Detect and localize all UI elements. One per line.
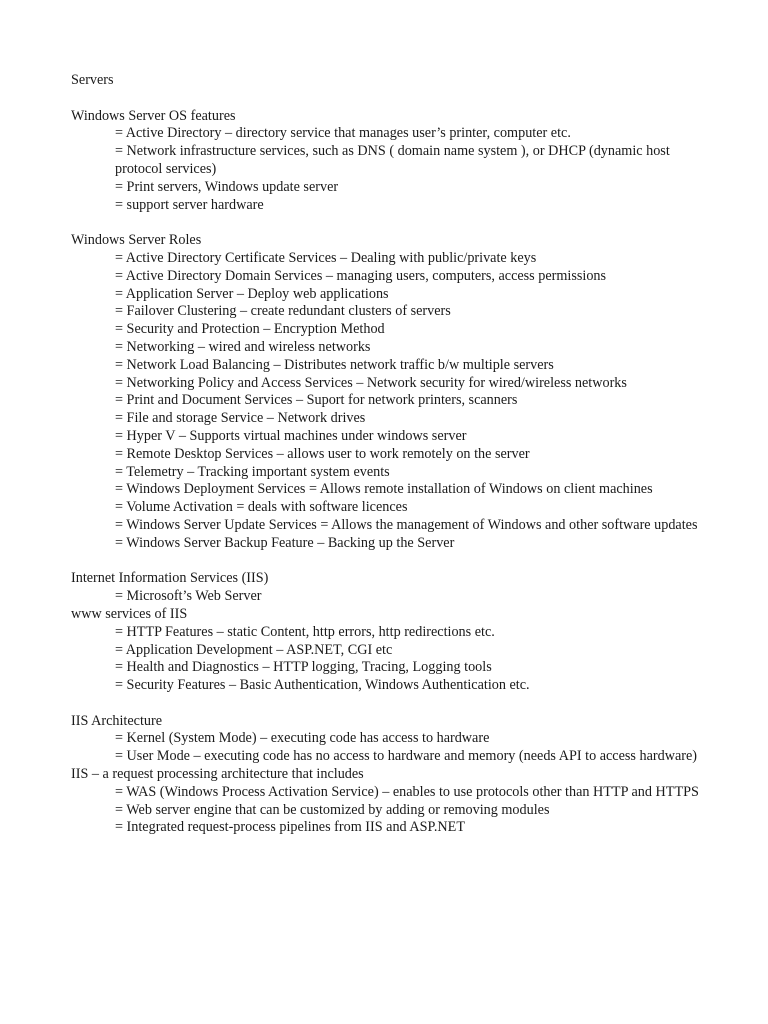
- section-iis: [71, 570, 701, 606]
- document-page: [71, 72, 701, 837]
- list-item: = Remote Desktop Services – allows user to work remotely on the server: [115, 445, 530, 462]
- list-item: = Security and Protection – Encryption Method: [115, 321, 385, 338]
- section-request-processing: [71, 766, 701, 837]
- list-item: = Active Directory – directory service that manages user’s printer, computer etc.: [115, 125, 571, 142]
- list-item: = Networking Policy and Access Services – Network security for wired/wireless networks: [115, 374, 627, 391]
- list-item: = Network infrastructure services, such as DNS ( domain name system ), or DHCP (dynamic host protocol services): [115, 143, 670, 177]
- section-heading: Windows Server Roles: [71, 232, 202, 249]
- spacer: [71, 214, 701, 232]
- list-item: = Application Development – ASP.NET, CGI etc: [115, 641, 393, 658]
- spacer: [71, 695, 701, 713]
- section-heading: Windows Server OS features: [71, 107, 236, 124]
- section-heading: IIS Architecture: [71, 712, 162, 729]
- list-item: = Kernel (System Mode) – executing code has access to hardware: [115, 730, 490, 747]
- section-heading: IIS – a request processing architecture that includes: [71, 766, 364, 783]
- list-item: = Network Load Balancing – Distributes network traffic b/w multiple servers: [115, 356, 554, 373]
- section-iis-architecture: [71, 713, 701, 766]
- list-item: = Microsoft’s Web Server: [115, 588, 262, 605]
- section-server-roles: [71, 232, 701, 552]
- list-item: = Web server engine that can be customized by adding or removing modules: [115, 801, 550, 818]
- list-item: = Print and Document Services – Suport for network printers, scanners: [115, 392, 518, 409]
- section-os-features: [71, 108, 701, 215]
- list-item: = Hyper V – Supports virtual machines under windows server: [115, 427, 467, 444]
- list-item: = Networking – wired and wireless networks: [115, 338, 371, 355]
- list-item: = Application Server – Deploy web applications: [115, 285, 389, 302]
- list-item: = Integrated request-process pipelines from IIS and ASP.NET: [115, 819, 465, 836]
- list-item: = File and storage Service – Network drives: [115, 410, 366, 427]
- list-item: = Failover Clustering – create redundant clusters of servers: [115, 303, 451, 320]
- list-item: = support server hardware: [115, 196, 264, 213]
- list-item: = Telemetry – Tracking important system events: [115, 463, 390, 480]
- list-item: = Security Features – Basic Authentication, Windows Authentication etc.: [115, 677, 530, 694]
- list-item: = User Mode – executing code has no access to hardware and memory (needs API to access hardware): [115, 748, 697, 765]
- list-item: = HTTP Features – static Content, http errors, http redirections etc.: [115, 623, 495, 640]
- list-item: = Print servers, Windows update server: [115, 178, 339, 195]
- section-www-services: [71, 606, 701, 695]
- spacer: [71, 90, 701, 108]
- doc-title: Servers: [71, 72, 114, 88]
- list-item: = Volume Activation = deals with software licences: [115, 499, 408, 516]
- list-item: = Windows Deployment Services = Allows remote installation of Windows on client machines: [115, 481, 653, 498]
- section-heading: www services of IIS: [71, 605, 188, 622]
- list-item: = WAS (Windows Process Activation Service) – enables to use protocols other than HTTP and HTTPS: [115, 783, 699, 800]
- list-item: = Active Directory Domain Services – managing users, computers, access permissions: [115, 267, 607, 284]
- section-heading: Internet Information Services (IIS): [71, 570, 269, 587]
- list-item: = Active Directory Certificate Services – Dealing with public/private keys: [115, 249, 537, 266]
- spacer: [71, 553, 701, 571]
- list-item: = Windows Server Backup Feature – Backing up the Server: [115, 534, 455, 551]
- list-item: = Health and Diagnostics – HTTP logging, Tracing, Logging tools: [115, 659, 492, 676]
- list-item: = Windows Server Update Services = Allows the management of Windows and other software updates: [115, 516, 698, 533]
